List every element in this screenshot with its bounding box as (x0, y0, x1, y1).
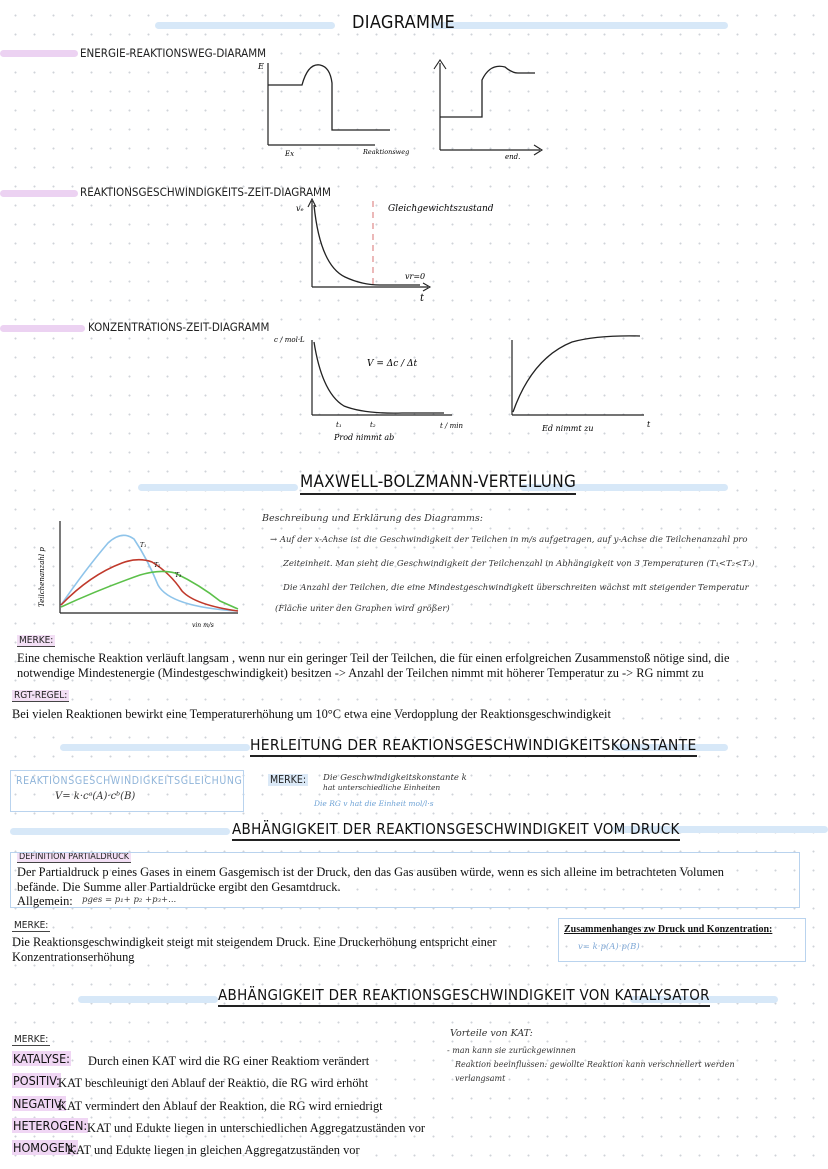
rate-diagram-title: REAKTIONSGESCHWINDIGKEITS-ZEIT-DIAGRAMM (80, 185, 331, 199)
definition-formula: pges = p₁+ p₂ +p₃+... (82, 895, 177, 905)
merke-text-line: notwendige Mindestenergie (Mindestgeschwindigkeit) besitzen -> Anzahl der Teilchen nimmt mit höherer Temperatur zu -> RG nimmt zu (17, 666, 704, 680)
conc-formula: V = Δc / Δt (367, 359, 418, 369)
conc-diagrams (272, 328, 672, 448)
zusammenhang-title: Zusammenhanges zw Druck und Konzentration: (564, 924, 773, 935)
kat-def: KAT und Edukte liegen in gleichen Aggregatzuständen vor (67, 1143, 360, 1157)
definition-allgemein: Allgemein: (17, 894, 73, 908)
rgt-text: Bei vielen Reaktionen bewirkt eine Temperaturerhöhung um 10°C etwa eine Verdopplung der Reaktionsgeschwindigkeit (12, 707, 611, 721)
kat-def: KAT beschleunigt den Ablauf der Reaktio, die RG wird erhöht (58, 1076, 369, 1090)
rg-equation-title: REAKTIONSGESCHWINDIGKEITSGLEICHUNG (16, 775, 243, 787)
conc-t2: t₂ (370, 421, 376, 429)
curve-t3 (61, 571, 238, 609)
katalysator-title: ABHÄNGIGKEIT DER REAKTIONSGESCHWINDIGKEIT VON KATALYSATOR (218, 986, 710, 1007)
maxwell-y-label: Teilchenanzahl p (38, 547, 46, 607)
conc-tmin: t / min (440, 422, 464, 430)
herleitung-merke-tag: MERKE: (270, 774, 307, 786)
vorteile-line: - man kann sie zurückgewinnen (447, 1046, 576, 1055)
rg-equation-formula: V= k·cᵃ(A)·cᵇ(B) (55, 791, 136, 802)
conc-t-right: t (647, 420, 651, 429)
rate-vr-label: vr=0 (405, 272, 426, 281)
kat-merke-tag: MERKE: (14, 1034, 49, 1045)
definition-line: Der Partialdruck p eines Gases in einem Gasgemisch ist der Druck, den das Gas ausüben würde, wenn es sich alleine im betrachteten Volumen (17, 865, 724, 879)
maxwell-desc-line: Zeiteinheit. Man sieht die Geschwindigkeit der Teilchenzahl in Abhängigkeit von 3 Temperaturen (T₁<T₂<T₃) (283, 559, 755, 569)
kat-term: NEGATIV: (13, 1096, 65, 1111)
curve-label-t2: T₂ (154, 562, 161, 569)
definition-line: befände. Die Summe aller Partialdrücke ergibt den Gesamtdruck. (17, 880, 341, 894)
kat-term: HOMOGEN: (13, 1140, 77, 1155)
druck-title: ABHÄNGIGKEIT DER REAKTIONSGESCHWINDIGKEIT VOM DRUCK (232, 820, 680, 841)
vorteile-line: verlangsamt (455, 1074, 506, 1083)
kat-term: HETEROGEN: (13, 1118, 88, 1133)
maxwell-desc-line: → Auf der x-Achse ist die Geschwindigkeit der Teilchen in m/s aufgetragen, auf y-Achse die Teilchenanzahl pro (270, 535, 748, 545)
energy-x-left: Ex (285, 150, 295, 158)
maxwell-desc-line: (Fläche unter den Graphen wird größer) (275, 604, 450, 614)
maxwell-title: MAXWELL-BOLZMANN-VERTEILUNG (300, 472, 576, 495)
druck-merke-line: Konzentrationserhöhung (12, 950, 135, 964)
rate-diagram (290, 195, 530, 307)
curve-label-t3: T₃ (175, 572, 182, 579)
energy-e-label: E (258, 62, 264, 71)
rate-t-label: t (420, 293, 425, 304)
rate-y-label: vₑ (296, 204, 304, 213)
kat-term: KATALYSE: (13, 1051, 70, 1066)
maxwell-chart (30, 515, 245, 635)
maxwell-desc-line: Die Anzahl der Teilchen, die eine Mindestgeschwindigkeit überschreiten wächst mit steigender Temperatur (283, 583, 749, 593)
kat-term: POSITIV: (13, 1073, 60, 1088)
energy-diagrams (250, 55, 550, 165)
curve-label-t1: T₁ (140, 542, 147, 549)
definition-tag: DEFINITION PARTIALDRUCK (19, 852, 130, 862)
energy-diagram-title: ENERGIE-REAKTIONSWEG-DIARAMM (80, 46, 267, 60)
zusammenhang-formula: v= k·p(A)·p(B) (578, 942, 640, 952)
conc-y-unit: c / mol·L (274, 336, 305, 344)
vorteile-title: Vorteile von KAT: (450, 1028, 533, 1039)
maxwell-desc-heading: Beschreibung und Erklärung des Diagramms: (262, 513, 483, 524)
druck-merke-tag: MERKE: (14, 920, 49, 931)
herleitung-merke-line: Die RG v hat die Einheit mol/l·s (314, 799, 434, 808)
merke-tag: MERKE: (19, 635, 54, 646)
conc-ed-label: Ed nimmt zu (542, 424, 594, 433)
page-title: DIAGRAMME (352, 12, 456, 33)
merke-text-line: Eine chemische Reaktion verläuft langsam , wenn nur ein geringer Teil der Teilchen, die für einen erfolgreichen Zusammenstoß nötige sind, die (17, 651, 730, 665)
conc-prod-label: Prod nimmt ab (334, 433, 395, 442)
rate-equilibrium-label: Gleichgewichtszustand (388, 204, 494, 214)
druck-merke-line: Die Reaktionsgeschwindigkeit steigt mit steigendem Druck. Eine Druckerhöhung entspricht einer (12, 935, 497, 949)
maxwell-x-label: vin m/s (192, 622, 214, 629)
herleitung-merke-line: hat unterschiedliche Einheiten (323, 783, 441, 792)
conc-t1: t₁ (336, 421, 342, 429)
herleitung-merke-line: Die Geschwindigkeitskonstante k (323, 773, 467, 783)
kat-def: KAT und Edukte liegen in unterschiedlichen Aggregatzuständen vor (87, 1121, 426, 1135)
vorteile-line: Reaktion beeinflussen: gewollte Reaktion kann verschnellert werden (455, 1060, 735, 1069)
conc-diagram-title: KONZENTRATIONS-ZEIT-DIAGRAMM (88, 320, 270, 334)
kat-def: KAT vermindert den Ablauf der Reaktion, die RG wird erniedrigt (58, 1099, 383, 1113)
herleitung-title: HERLEITUNG DER REAKTIONSGESCHWINDIGKEITSKONSTANTE (250, 736, 697, 757)
rgt-tag: RGT-REGEL: (14, 690, 68, 701)
energy-x-right: Reaktionsweg (363, 148, 410, 156)
kat-def: Durch einen KAT wird die RG einer Reaktiom verändert (88, 1054, 370, 1068)
energy-x-endo: end. (505, 153, 521, 161)
